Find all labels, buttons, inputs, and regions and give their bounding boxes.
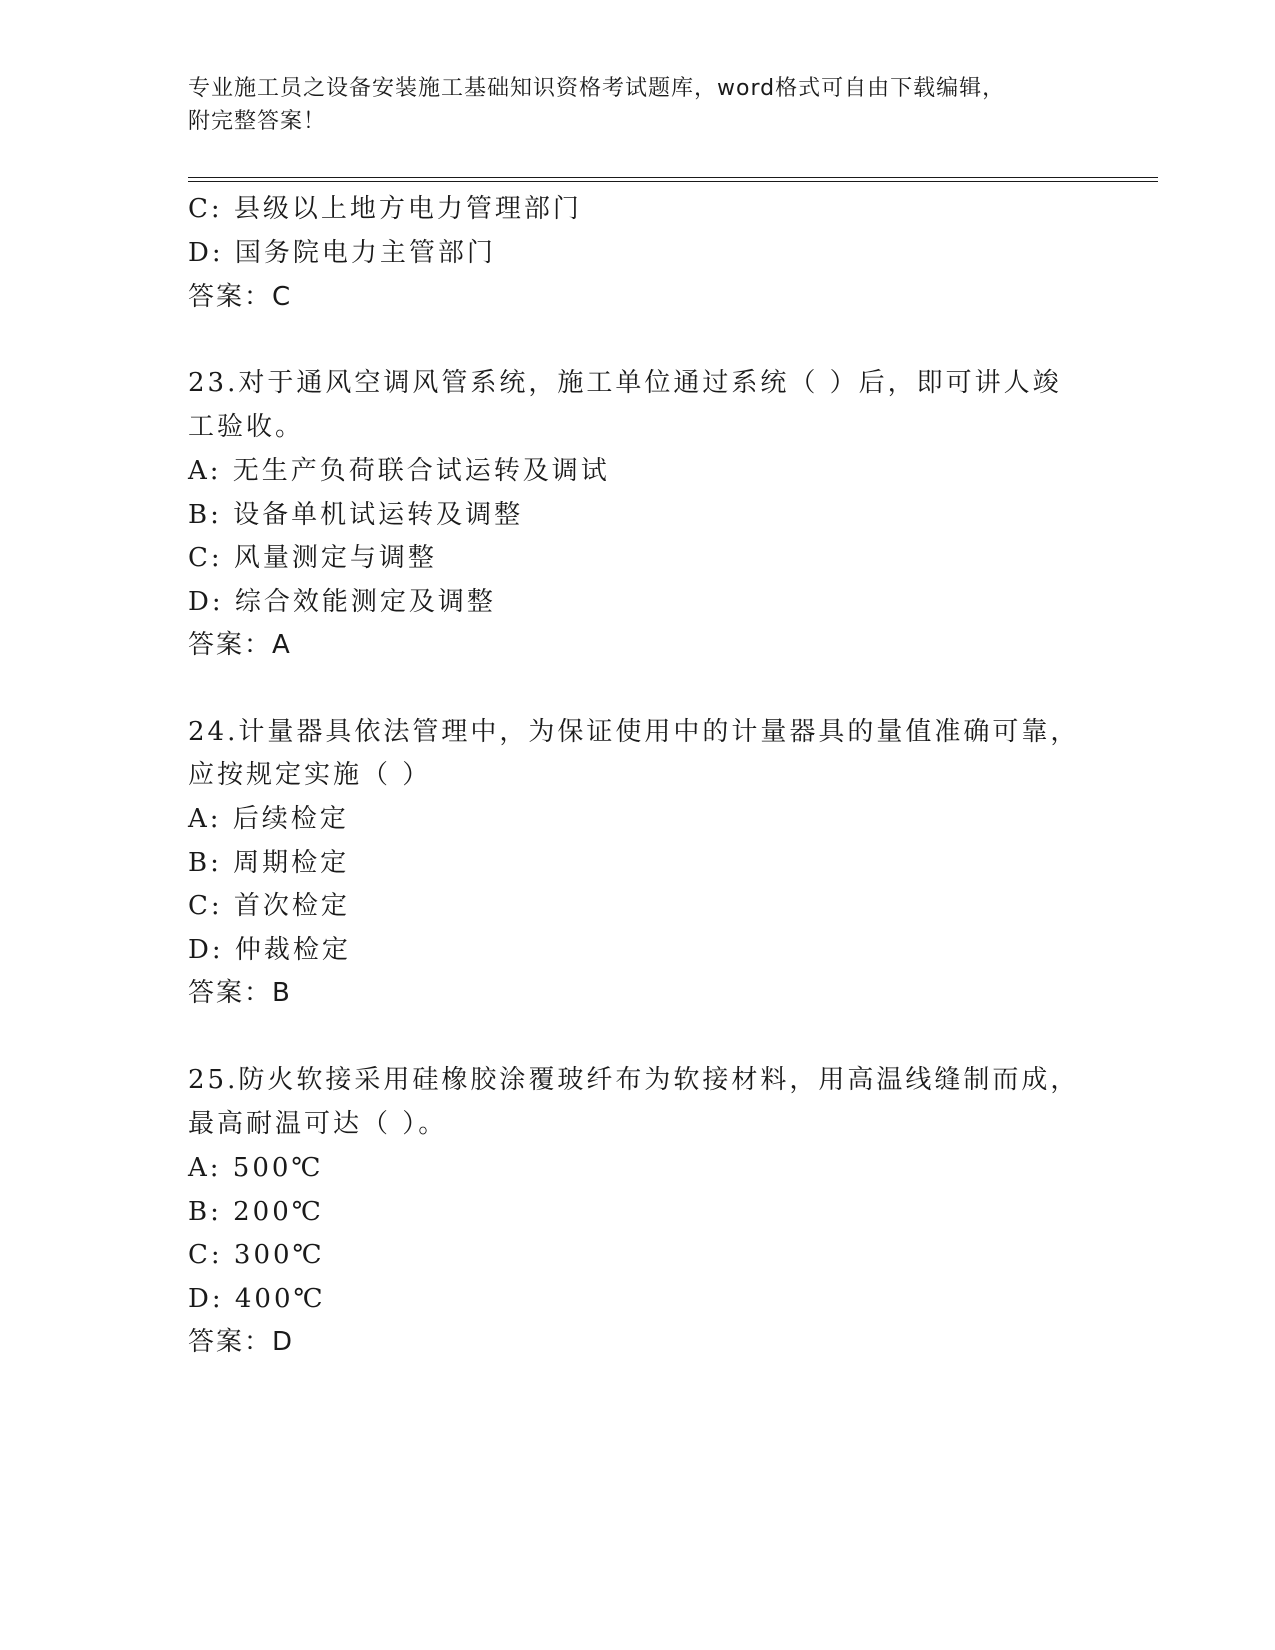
question-23-option-b: B: 设备单机试运转及调整 xyxy=(188,500,524,530)
header-divider-bottom xyxy=(188,181,1158,182)
question-24-stem-line-1: 24.计量器具依法管理中，为保证使用中的计量器具的量值准确可靠， xyxy=(188,717,1080,747)
prev-answer: 答案：C xyxy=(188,282,293,312)
question-24-option-a: A: 后续检定 xyxy=(188,804,349,834)
question-24-answer: 答案：B xyxy=(188,978,292,1008)
question-23-option-a: A: 无生产负荷联合试运转及调试 xyxy=(188,456,610,486)
question-25-stem-line-2: 最高耐温可达（ ）。 xyxy=(188,1109,448,1139)
question-23-option-c: C: 风量测定与调整 xyxy=(188,543,437,573)
question-23-stem-line-1: 23.对于通风空调风管系统，施工单位通过系统（ ）后，即可讲人竣 xyxy=(188,368,1062,398)
header-line-1: 专业施工员之设备安装施工基础知识资格考试题库，word格式可自由下载编辑， xyxy=(188,76,1006,101)
question-24-stem-line-2: 应按规定实施（ ） xyxy=(188,760,432,790)
question-25-answer: 答案：D xyxy=(188,1327,295,1357)
question-23-answer: 答案：A xyxy=(188,630,292,660)
question-25-option-c: C: 300℃ xyxy=(188,1240,325,1270)
header-line-2: 附完整答案！ xyxy=(188,109,327,134)
question-23-option-d: D: 综合效能测定及调整 xyxy=(188,587,496,617)
question-24-option-c: C: 首次检定 xyxy=(188,891,350,921)
question-25-option-a: A: 500℃ xyxy=(188,1153,324,1183)
prev-option-d: D: 国务院电力主管部门 xyxy=(188,238,496,268)
question-24-option-b: B: 周期检定 xyxy=(188,848,350,878)
question-23-stem-line-2: 工验收。 xyxy=(188,412,305,442)
document-header xyxy=(188,72,1088,138)
question-25-option-d: D: 400℃ xyxy=(188,1284,326,1314)
question-25-stem-line-1: 25.防火软接采用硅橡胶涂覆玻纤布为软接材料，用高温线缝制而成， xyxy=(188,1065,1080,1095)
question-24-option-d: D: 仲裁检定 xyxy=(188,935,351,965)
question-25-option-b: B: 200℃ xyxy=(188,1197,324,1227)
prev-option-c: C: 县级以上地方电力管理部门 xyxy=(188,194,582,224)
header-divider-top xyxy=(188,177,1158,178)
